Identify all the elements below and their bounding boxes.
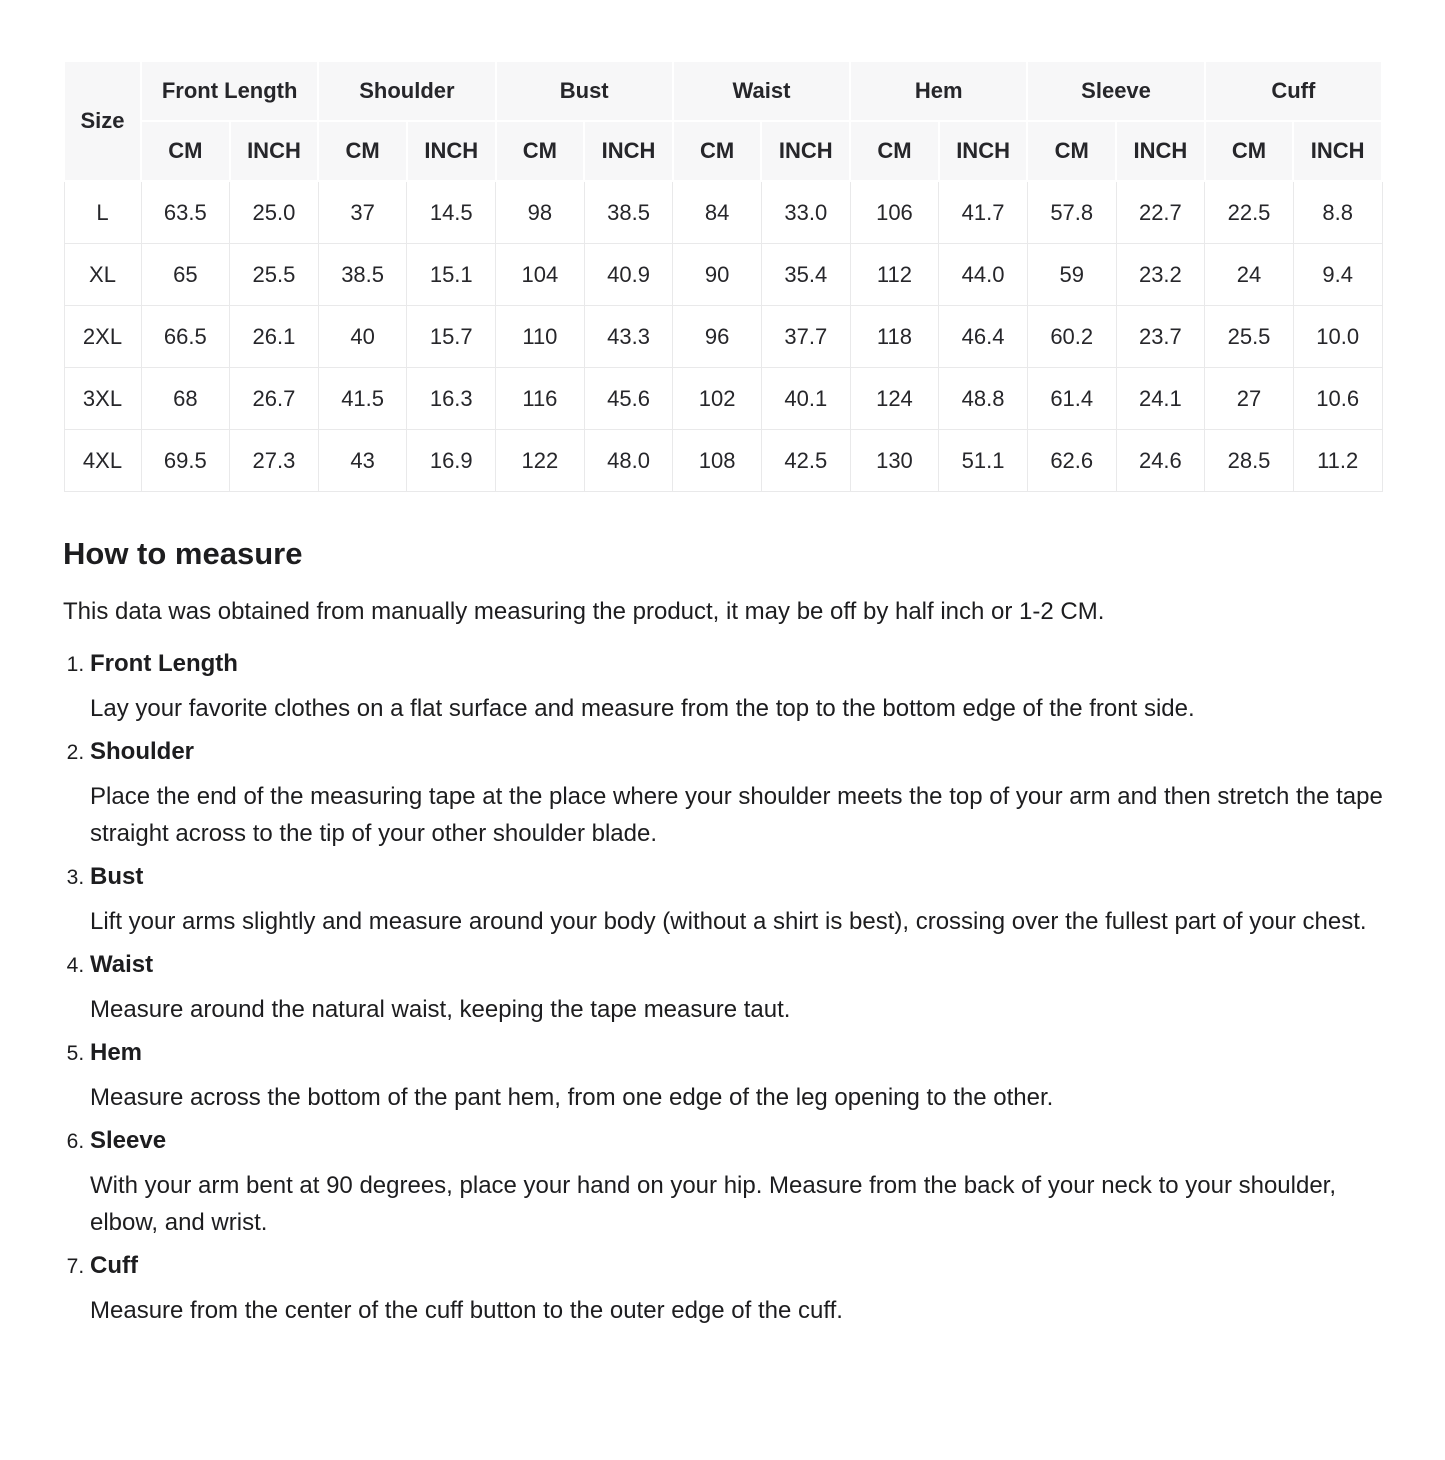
group-header-waist: Waist [673,61,850,121]
step-description: Measure around the natural waist, keeping the tape measure taut. [90,996,791,1023]
unit-header-inch: INCH [1293,121,1382,181]
measurement-cell: 25.5 [1205,306,1294,368]
measurement-cell: 35.4 [761,244,850,306]
step-description: Place the end of the measuring tape at the place where your shoulder meets the top of your arm and then stretch the tape straight across to the tip of your other shoulder blade. [90,783,1383,847]
unit-header-inch: INCH [761,121,850,181]
group-header-row [64,61,1382,121]
measure-step-cuff [90,1247,1383,1329]
measurement-cell: 104 [496,244,585,306]
step-description: Measure from the center of the cuff button to the outer edge of the cuff. [90,1297,843,1324]
size-column-header: Size [64,61,141,181]
unit-header-inch: INCH [584,121,673,181]
measurement-cell: 38.5 [318,244,407,306]
unit-header-cm: CM [850,121,939,181]
how-to-measure-title: How to measure [63,536,303,571]
size-guide-section [63,60,1383,1329]
measurement-cell: 57.8 [1027,181,1116,244]
step-description: Lift your arms slightly and measure around your body (without a shirt is best), crossing over the fullest part of your chest. [90,908,1367,935]
measurement-cell: 96 [673,306,762,368]
unit-header-inch: INCH [939,121,1028,181]
measurement-cell: 51.1 [939,430,1028,492]
measurement-cell: 116 [496,368,585,430]
measure-steps-list [63,645,1383,1329]
group-header-front-length: Front Length [141,61,318,121]
unit-header-cm: CM [1205,121,1294,181]
step-term: Waist [90,951,154,978]
group-header-hem: Hem [850,61,1027,121]
table-row [64,244,1382,306]
measurement-cell: 48.0 [584,430,673,492]
step-term: Cuff [90,1252,138,1279]
unit-header-inch: INCH [407,121,496,181]
group-header-cuff: Cuff [1205,61,1382,121]
measurement-cell: 124 [850,368,939,430]
measurement-cell: 25.0 [230,181,319,244]
measurement-cell: 40.9 [584,244,673,306]
measurement-cell: 40 [318,306,407,368]
measurement-cell: 68 [141,368,230,430]
unit-header-inch: INCH [1116,121,1205,181]
measurement-cell: 25.5 [230,244,319,306]
measure-step-sleeve [90,1122,1383,1241]
measurement-cell: 108 [673,430,762,492]
measurement-cell: 130 [850,430,939,492]
measurement-cell: 65 [141,244,230,306]
measurement-cell: 27 [1205,368,1294,430]
measurement-cell: 26.1 [230,306,319,368]
measure-step-waist [90,946,1383,1028]
measurement-cell: 61.4 [1027,368,1116,430]
measurement-cell: 22.7 [1116,181,1205,244]
unit-header-inch: INCH [230,121,319,181]
measurement-cell: 118 [850,306,939,368]
size-cell: 4XL [64,430,141,492]
measurement-cell: 48.8 [939,368,1028,430]
unit-header-cm: CM [141,121,230,181]
measurement-cell: 8.8 [1293,181,1382,244]
measurement-cell: 24.1 [1116,368,1205,430]
step-term: Shoulder [90,738,195,765]
unit-header-cm: CM [673,121,762,181]
measurement-cell: 60.2 [1027,306,1116,368]
measurement-cell: 11.2 [1293,430,1382,492]
measurement-cell: 23.7 [1116,306,1205,368]
measurement-cell: 43.3 [584,306,673,368]
measure-intro: This data was obtained from manually measuring the product, it may be off by half inch or 1-2 CM. [63,598,1105,625]
measurement-cell: 33.0 [761,181,850,244]
unit-header-cm: CM [1027,121,1116,181]
measurement-cell: 59 [1027,244,1116,306]
unit-header-row [64,121,1382,181]
measurement-cell: 122 [496,430,585,492]
measurement-cell: 40.1 [761,368,850,430]
step-description: Measure across the bottom of the pant hem, from one edge of the leg opening to the other. [90,1084,1054,1111]
measurement-cell: 14.5 [407,181,496,244]
measurement-cell: 22.5 [1205,181,1294,244]
measurement-cell: 41.7 [939,181,1028,244]
measurement-cell: 42.5 [761,430,850,492]
measurement-cell: 102 [673,368,762,430]
measurement-cell: 16.9 [407,430,496,492]
measurement-cell: 43 [318,430,407,492]
measurement-cell: 37 [318,181,407,244]
measurement-cell: 24.6 [1116,430,1205,492]
step-term: Hem [90,1039,143,1066]
size-cell: 3XL [64,368,141,430]
step-description: Lay your favorite clothes on a flat surface and measure from the top to the bottom edge of the front side. [90,695,1195,722]
measure-step-front-length [90,645,1383,727]
measurement-cell: 28.5 [1205,430,1294,492]
unit-header-cm: CM [318,121,407,181]
measure-step-hem [90,1034,1383,1116]
measurement-cell: 26.7 [230,368,319,430]
measurement-cell: 38.5 [584,181,673,244]
measure-step-bust [90,858,1383,940]
measurement-cell: 66.5 [141,306,230,368]
measurement-cell: 10.0 [1293,306,1382,368]
step-description: With your arm bent at 90 degrees, place your hand on your hip. Measure from the back of your neck to your shoulder, elbow, and wrist. [90,1172,1337,1236]
measurement-cell: 46.4 [939,306,1028,368]
measurement-cell: 90 [673,244,762,306]
measurement-cell: 15.7 [407,306,496,368]
group-header-sleeve: Sleeve [1027,61,1204,121]
size-cell: XL [64,244,141,306]
table-row [64,181,1382,244]
group-header-shoulder: Shoulder [318,61,495,121]
size-cell: L [64,181,141,244]
measurement-cell: 9.4 [1293,244,1382,306]
measurement-cell: 62.6 [1027,430,1116,492]
measurement-cell: 110 [496,306,585,368]
table-row [64,430,1382,492]
table-row [64,368,1382,430]
size-chart-table [63,60,1383,492]
measurement-cell: 37.7 [761,306,850,368]
measurement-cell: 44.0 [939,244,1028,306]
size-cell: 2XL [64,306,141,368]
measurement-cell: 10.6 [1293,368,1382,430]
measurement-cell: 16.3 [407,368,496,430]
measurement-cell: 106 [850,181,939,244]
measurement-cell: 69.5 [141,430,230,492]
measurement-cell: 27.3 [230,430,319,492]
measurement-cell: 98 [496,181,585,244]
measurement-cell: 45.6 [584,368,673,430]
measurement-cell: 112 [850,244,939,306]
group-header-bust: Bust [496,61,673,121]
step-term: Front Length [90,650,238,677]
unit-header-cm: CM [496,121,585,181]
measurement-cell: 84 [673,181,762,244]
step-term: Bust [90,863,144,890]
measurement-cell: 41.5 [318,368,407,430]
measurement-cell: 15.1 [407,244,496,306]
measure-step-shoulder [90,733,1383,852]
table-row [64,306,1382,368]
measurement-cell: 24 [1205,244,1294,306]
measurement-cell: 23.2 [1116,244,1205,306]
step-term: Sleeve [90,1127,167,1154]
measurement-cell: 63.5 [141,181,230,244]
